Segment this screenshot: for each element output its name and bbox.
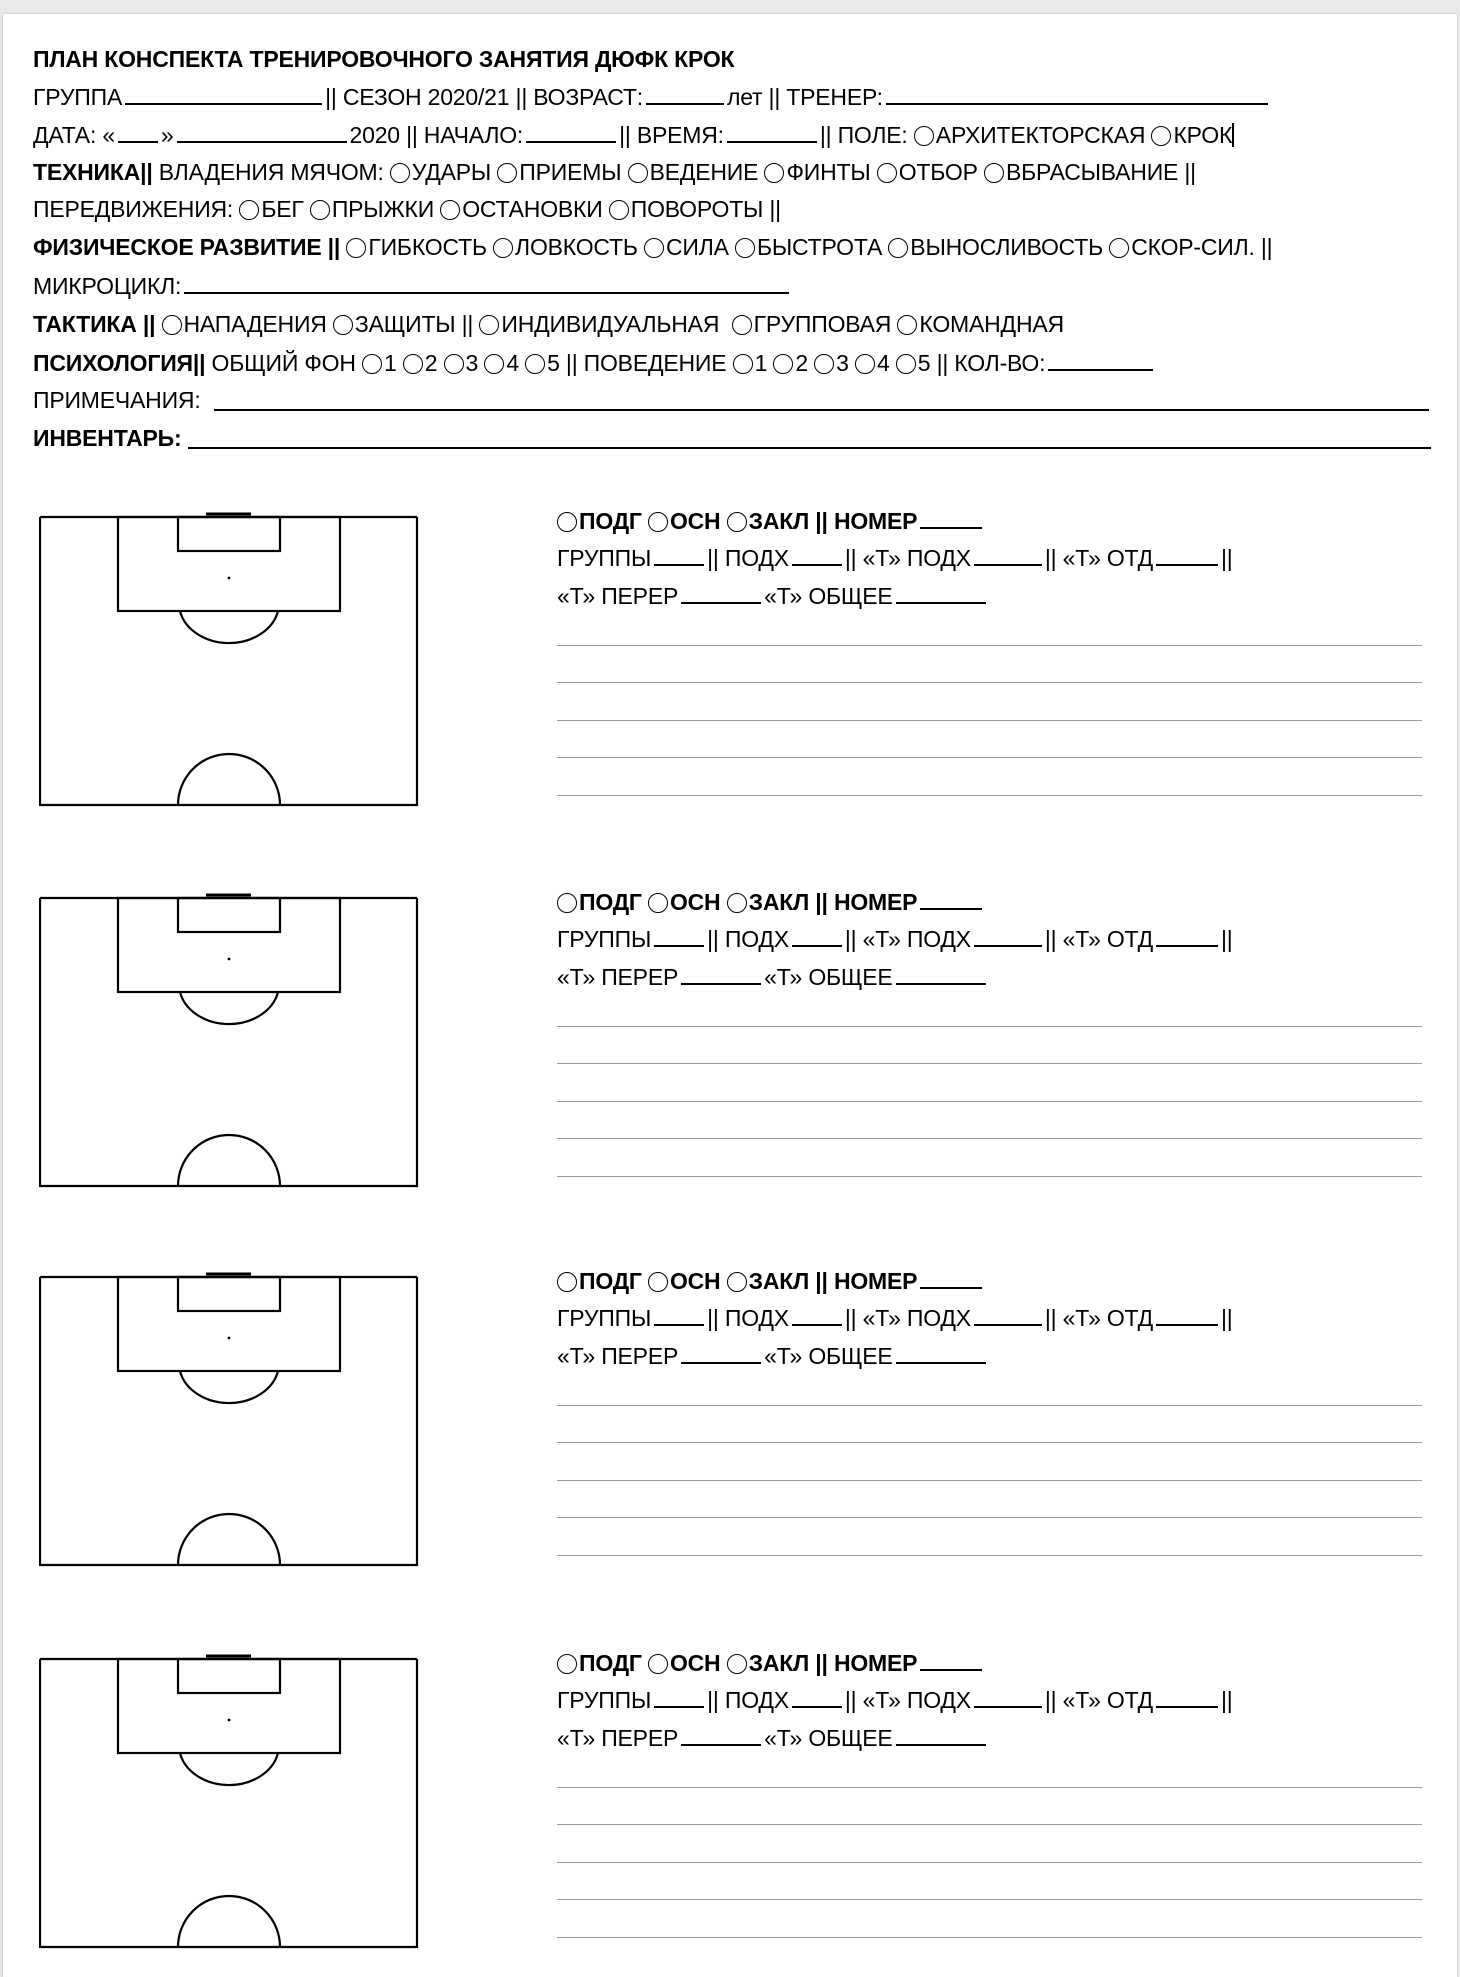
phase-row: ПОДГ ОСН ЗАКЛ || НОМЕР [557,1647,985,1677]
day-field[interactable] [118,119,158,143]
t-total-field[interactable] [896,1722,986,1746]
notes-row: ПРИМЕЧАНИЯ: [33,387,201,413]
reps-field[interactable] [792,1302,842,1326]
t-break-field[interactable] [681,1340,761,1364]
radio-napadeniya[interactable] [162,315,182,335]
exercise-block [0,1265,1460,1565]
beh-radio-2[interactable] [773,354,793,374]
number-field[interactable] [920,886,982,910]
note-line[interactable] [557,1480,1422,1481]
radio-udary[interactable] [390,163,410,183]
age-field[interactable] [646,81,724,105]
phase-radio-zakl[interactable] [727,893,747,913]
bg-radio-5[interactable] [525,354,545,374]
note-line[interactable] [557,1824,1422,1825]
beh-radio-5[interactable] [896,354,916,374]
exercise-block [0,505,1460,805]
note-line[interactable] [557,1405,1422,1406]
time-row: «Т» ПЕРЕР «Т» ОБЩЕЕ [557,1722,989,1752]
note-line[interactable] [557,645,1422,646]
radio-zashchity[interactable] [333,315,353,335]
radio-skor-sil[interactable] [1109,238,1129,258]
exercise-block [0,886,1460,1186]
groups-row: ГРУППЫ || ПОДХ || «Т» ПОДХ || «Т» ОТД || [557,923,1233,953]
equipment-field[interactable] [188,447,1431,449]
t-rest-field[interactable] [1156,1684,1218,1708]
radio-ostanovki[interactable] [440,200,460,220]
note-line[interactable] [557,1101,1422,1102]
t-reps-field[interactable] [974,542,1042,566]
note-line[interactable] [557,1176,1422,1177]
exercise-block [0,1647,1460,1947]
note-line[interactable] [557,1442,1422,1443]
radio-beg[interactable] [239,200,259,220]
t-total-field[interactable] [896,961,986,985]
beh-radio-4[interactable] [855,354,875,374]
radio-povoroty[interactable] [609,200,629,220]
groups-field[interactable] [654,1684,704,1708]
reps-field[interactable] [792,923,842,947]
groups-field[interactable] [654,923,704,947]
t-break-field[interactable] [681,961,761,985]
radio-lovkost[interactable] [493,238,513,258]
t-total-field[interactable] [896,580,986,604]
note-line[interactable] [557,1555,1422,1556]
phase-row: ПОДГ ОСН ЗАКЛ || НОМЕР [557,886,985,916]
note-line[interactable] [557,1787,1422,1788]
microcycle-row: МИКРОЦИКЛ: [33,270,792,300]
page-title: ПЛАН КОНСПЕКТА ТРЕНИРОВОЧНОГО ЗАНЯТИЯ ДЮФК КРОК [33,46,735,72]
t-break-field[interactable] [681,1722,761,1746]
count-field[interactable] [1048,347,1153,371]
radio-bystrota[interactable] [735,238,755,258]
note-line[interactable] [557,1063,1422,1064]
pitch-diagram [39,886,421,1188]
movement-row: ПЕРЕДВИЖЕНИЯ: БЕГ ПРЫЖКИ ОСТАНОВКИ ПОВОРОТЫ || [33,196,781,222]
note-line[interactable] [557,795,1422,796]
reps-field[interactable] [792,1684,842,1708]
bg-radio-4[interactable] [484,354,504,374]
radio-individualnaya[interactable] [479,315,499,335]
phase-radio-osn[interactable] [648,893,668,913]
phase-row: ПОДГ ОСН ЗАКЛ || НОМЕР [557,505,985,535]
note-line[interactable] [557,757,1422,758]
field-radio-arch[interactable] [914,126,934,146]
psychology-row: ПСИХОЛОГИЯ|| ОБЩИЙ ФОН 1 2 3 4 5 || ПОВЕДЕНИЕ 1 2 3 4 5 || КОЛ-ВО: [33,347,1156,377]
radio-sila[interactable] [644,238,664,258]
phase-radio-zakl[interactable] [727,1654,747,1674]
t-rest-field[interactable] [1156,1302,1218,1326]
note-line[interactable] [557,1517,1422,1518]
start-field[interactable] [526,119,616,143]
phase-radio-podg[interactable] [557,512,577,532]
phase-row: ПОДГ ОСН ЗАКЛ || НОМЕР [557,1265,985,1295]
phase-radio-zakl[interactable] [727,512,747,532]
beh-radio-1[interactable] [733,354,753,374]
phase-radio-osn[interactable] [648,1654,668,1674]
note-line[interactable] [557,720,1422,721]
t-reps-field[interactable] [974,1302,1042,1326]
groups-row: ГРУППЫ || ПОДХ || «Т» ПОДХ || «Т» ОТД || [557,542,1233,572]
number-field[interactable] [920,1265,982,1289]
technique-row: ТЕХНИКА|| ВЛАДЕНИЯ МЯЧОМ: УДАРЫ ПРИЕМЫ ВЕДЕНИЕ ФИНТЫ ОТБОР ВБРАСЫВАНИЕ || [33,159,1196,185]
bg-radio-3[interactable] [444,354,464,374]
radio-vedenie[interactable] [628,163,648,183]
pitch-diagram [39,505,421,807]
radio-otbor[interactable] [877,163,897,183]
note-line[interactable] [557,682,1422,683]
beh-radio-3[interactable] [814,354,834,374]
phase-radio-podg[interactable] [557,1272,577,1292]
groups-field[interactable] [654,542,704,566]
month-field[interactable] [177,119,347,143]
groups-row: ГРУППЫ || ПОДХ || «Т» ПОДХ || «Т» ОТД || [557,1302,1233,1332]
radio-gibkost[interactable] [346,238,366,258]
date-row: ДАТА: « » 2020 || НАЧАЛО: || ВРЕМЯ: || ПОЛЕ: АРХИТЕКТОРСКАЯ КРОК [33,119,1234,149]
t-reps-field[interactable] [974,1684,1042,1708]
groups-field[interactable] [654,1302,704,1326]
group-row: ГРУППА || СЕЗОН 2020/21 || ВОЗРАСТ: лет || ТРЕНЕР: [33,81,1271,111]
radio-priemy[interactable] [497,163,517,183]
phase-radio-osn[interactable] [648,512,668,532]
groups-row: ГРУППЫ || ПОДХ || «Т» ПОДХ || «Т» ОТД || [557,1684,1233,1714]
t-rest-field[interactable] [1156,542,1218,566]
radio-vbrasyvanie[interactable] [984,163,1004,183]
bg-radio-1[interactable] [362,354,382,374]
tactics-row: ТАКТИКА || НАПАДЕНИЯ ЗАЩИТЫ || ИНДИВИДУАЛЬНАЯ ГРУППОВАЯ КОМАНДНАЯ [33,311,1064,337]
radio-komandnaya[interactable] [897,315,917,335]
note-line[interactable] [557,1862,1422,1863]
coach-field[interactable] [886,81,1268,105]
time-row: «Т» ПЕРЕР «Т» ОБЩЕЕ [557,580,989,610]
time-row: «Т» ПЕРЕР «Т» ОБЩЕЕ [557,1340,989,1370]
time-field[interactable] [727,119,817,143]
equipment-row: ИНВЕНТАРЬ: [33,425,182,451]
phase-radio-osn[interactable] [648,1272,668,1292]
note-line[interactable] [557,1937,1422,1938]
time-row: «Т» ПЕРЕР «Т» ОБЩЕЕ [557,961,989,991]
radio-gruppovaya[interactable] [732,315,752,335]
note-line[interactable] [557,1026,1422,1027]
radio-vynoslivost[interactable] [888,238,908,258]
t-total-field[interactable] [896,1340,986,1364]
note-line[interactable] [557,1138,1422,1139]
radio-pryzhki[interactable] [310,200,330,220]
pitch-diagram [39,1265,421,1567]
phase-radio-podg[interactable] [557,893,577,913]
phase-radio-podg[interactable] [557,1654,577,1674]
physical-row: ФИЗИЧЕСКОЕ РАЗВИТИЕ || ГИБКОСТЬ ЛОВКОСТЬ СИЛА БЫСТРОТА ВЫНОСЛИВОСТЬ СКОР-СИЛ. || [33,234,1273,260]
t-rest-field[interactable] [1156,923,1218,947]
pitch-diagram [39,1647,421,1949]
bg-radio-2[interactable] [403,354,423,374]
text-cursor [1232,123,1234,147]
number-field[interactable] [920,1647,982,1671]
number-field[interactable] [920,505,982,529]
notes-field[interactable] [214,409,1429,411]
field-radio-krok[interactable] [1151,126,1171,146]
radio-finty[interactable] [764,163,784,183]
note-line[interactable] [557,1899,1422,1900]
t-reps-field[interactable] [974,923,1042,947]
group-field[interactable] [125,81,322,105]
microcycle-field[interactable] [184,270,789,294]
reps-field[interactable] [792,542,842,566]
phase-radio-zakl[interactable] [727,1272,747,1292]
t-break-field[interactable] [681,580,761,604]
